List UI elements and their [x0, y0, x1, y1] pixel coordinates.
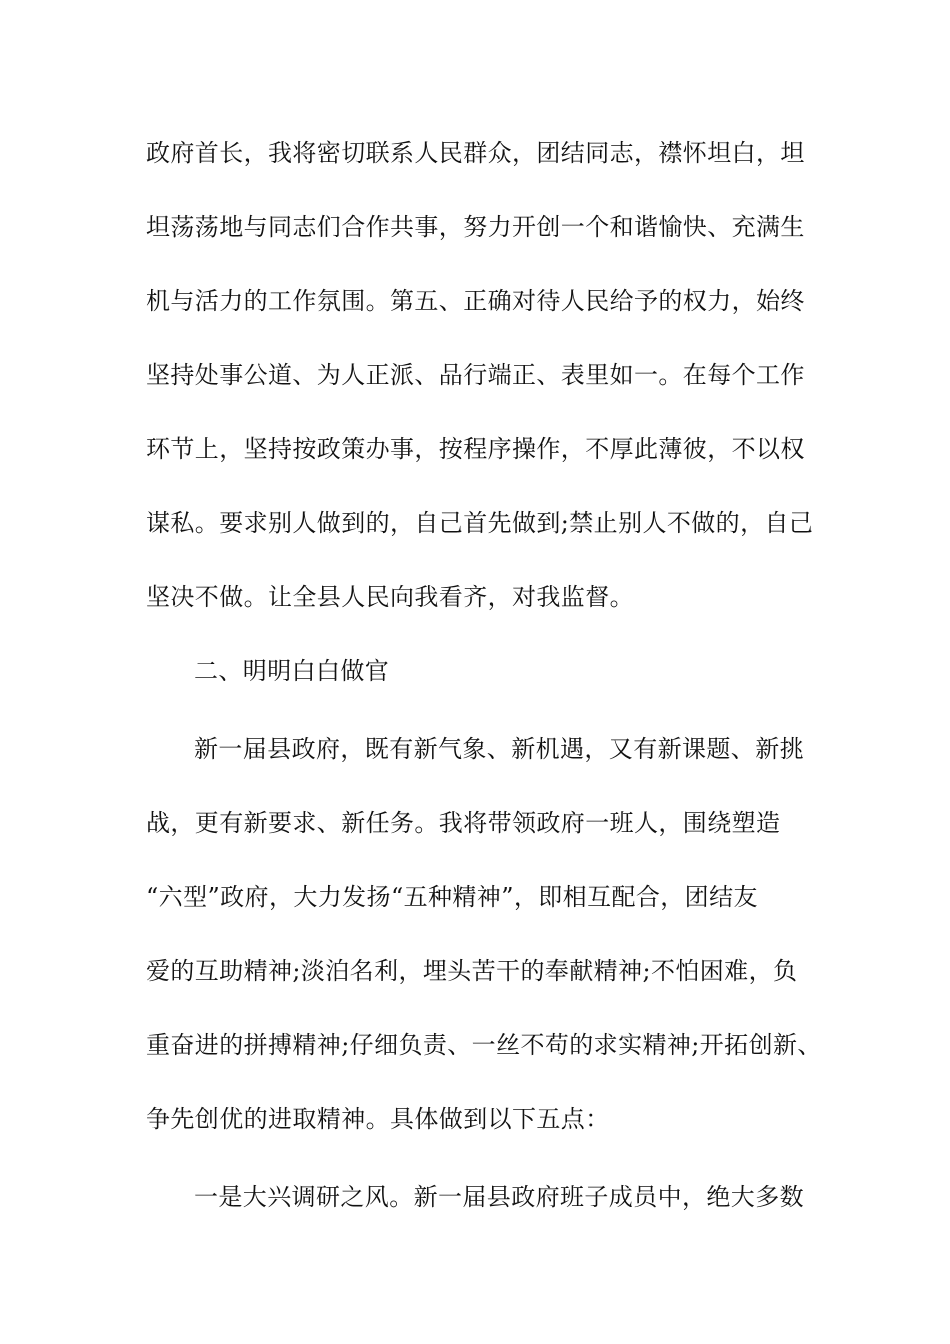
text-line: 战，更有新要求、新任务。我将带领政府一班人，围绕塑造 — [146, 809, 781, 837]
text-line: 坚持处事公道、为人正派、品行端正、表里如一。在每个工作 — [146, 361, 805, 389]
text-line: 政府首长，我将密切联系人民群众，团结同志，襟怀坦白，坦 — [146, 139, 805, 167]
text-line: 坚决不做。让全县人民向我看齐，对我监督。 — [146, 583, 634, 611]
text-line: 爱的互助精神;淡泊名利，埋头苦干的奉献精神;不怕困难，负 — [146, 957, 798, 985]
text-line: 谋私。要求别人做到的，自己首先做到;禁止别人不做的，自己 — [146, 509, 814, 537]
text-line: 机与活力的工作氛围。第五、正确对待人民给予的权力，始终 — [146, 287, 805, 315]
text-line: 重奋进的拼搏精神;仔细负责、一丝不苟的求实精神;开拓创新、 — [146, 1031, 822, 1059]
text-line: 环节上，坚持按政策办事，按程序操作，不厚此薄彼，不以权 — [146, 435, 805, 463]
text-line: 争先创优的进取精神。具体做到以下五点： — [146, 1105, 610, 1133]
text-line: 坦荡荡地与同志们合作共事，努力开创一个和谐愉快、充满生 — [146, 213, 805, 241]
text-line: 新一届县政府，既有新气象、新机遇，又有新课题、新挑 — [194, 735, 804, 763]
text-line: 一是大兴调研之风。新一届县政府班子成员中，绝大多数 — [194, 1183, 804, 1211]
text-line: “六型”政府，大力发扬“五种精神”，即相互配合，团结友 — [146, 883, 758, 911]
section-heading: 二、明明白白做官 — [194, 657, 390, 685]
